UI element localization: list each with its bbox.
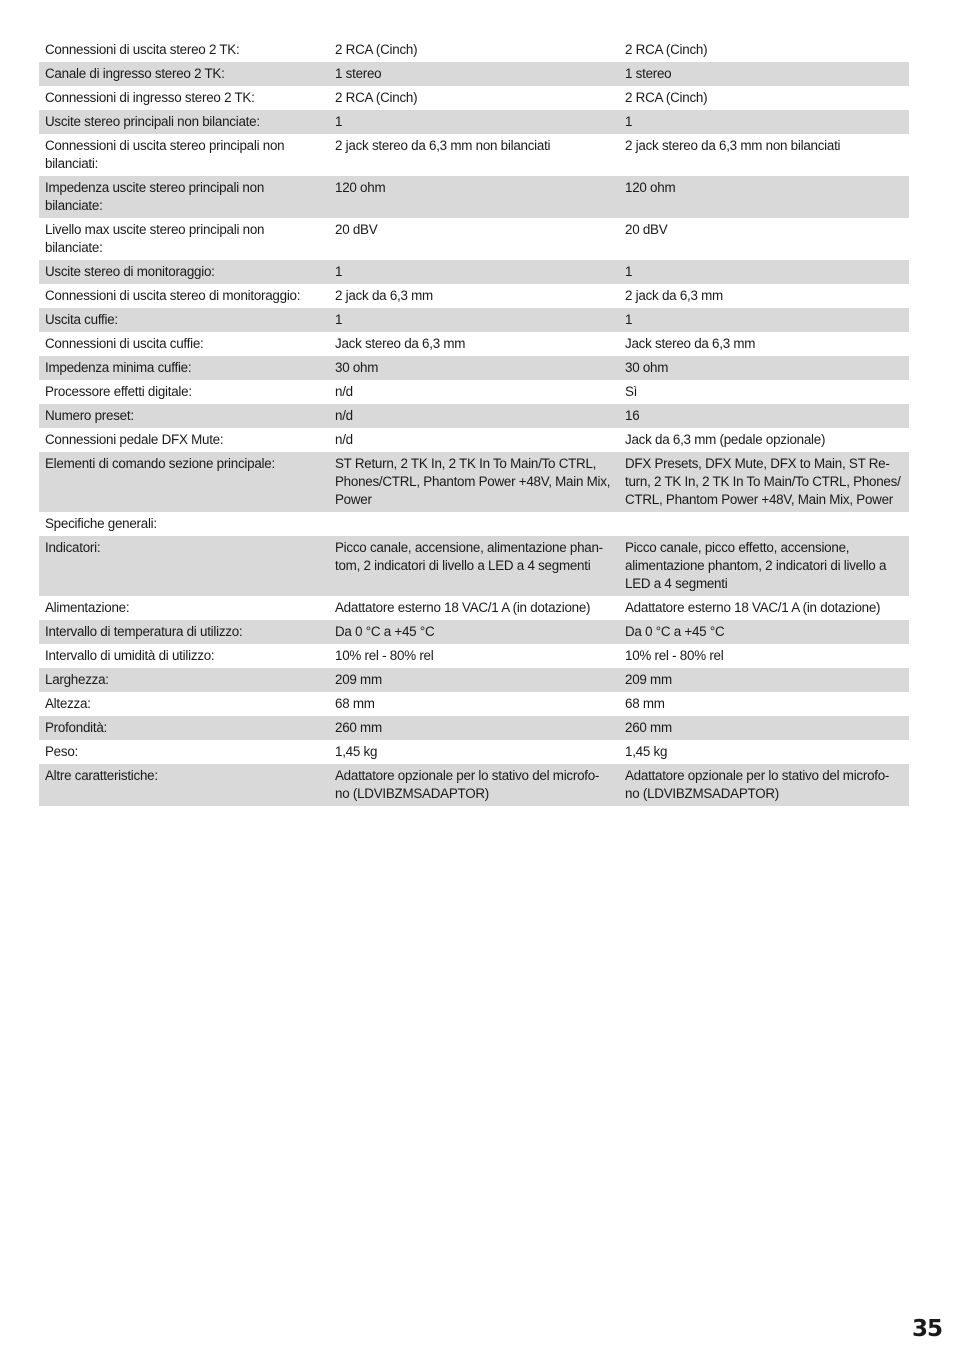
spec-label-cell: Livello max uscite stereo principali non bilanciate:	[45, 222, 265, 255]
spec-value-model-a: 20 dBV	[335, 222, 378, 237]
spec-label-cell: Impedenza uscite stereo principali non bilanciate:	[39, 176, 329, 218]
table-row	[39, 764, 909, 806]
spec-label-cell: Connessioni di uscita stereo di monitoraggio:	[45, 288, 301, 303]
spec-value-model-b: Picco canale, picco effetto, accensione, alimentazione phantom, 2 indicatori di livello a LED a 4 segmenti	[619, 536, 909, 596]
spec-label-cell: Intervallo di umidità di utilizzo:	[45, 648, 215, 663]
spec-label-cell: Connessioni di ingresso stereo 2 TK:	[45, 90, 255, 105]
spec-value-model-b: 2 jack da 6,3 mm	[625, 288, 723, 303]
spec-value-model-b: Sì	[625, 384, 638, 399]
table-row	[39, 308, 909, 332]
table-row	[39, 404, 909, 428]
table-row	[39, 284, 909, 308]
spec-value-model-b: Jack da 6,3 mm (pedale opzionale)	[625, 432, 826, 447]
spec-value-model-b: 2 jack stereo da 6,3 mm non bilanciati	[625, 138, 841, 153]
spec-value-model-a: 260 mm	[329, 716, 619, 740]
spec-value-model-a: 1	[329, 308, 619, 332]
table-row	[39, 218, 909, 260]
table-row	[39, 452, 909, 512]
spec-value-model-a: n/d	[335, 384, 353, 399]
spec-value-model-b: 1	[619, 260, 909, 284]
spec-value-model-a: 1	[329, 260, 619, 284]
spec-value-model-b: 260 mm	[619, 716, 909, 740]
spec-label-cell: Altezza:	[45, 696, 91, 711]
spec-value-model-a: 68 mm	[335, 696, 375, 711]
spec-value-model-a: 2 jack da 6,3 mm	[335, 288, 433, 303]
spec-value-model-b: 2 RCA (Cinch)	[625, 42, 708, 57]
spec-label-cell: Profondità:	[39, 716, 329, 740]
spec-value-model-a	[329, 512, 619, 536]
spec-value-model-a: 10% rel - 80% rel	[335, 648, 434, 663]
spec-label-cell: Altre caratteristiche:	[39, 764, 329, 806]
table-row	[39, 512, 909, 536]
spec-label-cell: Impedenza minima cuffie:	[39, 356, 329, 380]
spec-value-model-b	[619, 512, 909, 536]
table-row	[39, 134, 909, 176]
spec-value-model-b: 1	[619, 308, 909, 332]
spec-value-model-a: Jack stereo da 6,3 mm	[335, 336, 466, 351]
spec-value-model-b: 68 mm	[625, 696, 665, 711]
spec-label-cell: Connessioni di uscita stereo 2 TK:	[45, 42, 240, 57]
table-row	[39, 536, 909, 596]
spec-label-cell: Specifiche generali:	[45, 516, 157, 531]
table-row	[39, 332, 909, 356]
spec-label-cell: Intervallo di temperatura di utilizzo:	[39, 620, 329, 644]
spec-value-model-b: 1,45 kg	[625, 744, 668, 759]
table-row	[39, 596, 909, 620]
table-row	[39, 176, 909, 218]
spec-value-model-a: n/d	[329, 404, 619, 428]
spec-value-model-b: 120 ohm	[619, 176, 909, 218]
table-row	[39, 86, 909, 110]
spec-value-model-a: 1	[329, 110, 619, 134]
spec-table	[39, 38, 909, 806]
table-row	[39, 692, 909, 716]
spec-label-cell: Larghezza:	[39, 668, 329, 692]
spec-label-cell: Processore effetti digitale:	[45, 384, 192, 399]
spec-value-model-a: Adattatore esterno 18 VAC/1 A (in dotazione)	[335, 600, 591, 615]
table-row	[39, 740, 909, 764]
spec-value-model-a: Da 0 °C a +45 °C	[329, 620, 619, 644]
spec-label-cell: Numero preset:	[39, 404, 329, 428]
table-row	[39, 428, 909, 452]
spec-value-model-b: Adattatore opzionale per lo stativo del microfo-no (LDVIBZMSADAPTOR)	[619, 764, 909, 806]
spec-value-model-b: 209 mm	[619, 668, 909, 692]
spec-value-model-a: 209 mm	[329, 668, 619, 692]
spec-value-model-b: 10% rel - 80% rel	[625, 648, 724, 663]
spec-value-model-b: 2 RCA (Cinch)	[625, 90, 708, 105]
page-number: 35	[911, 1316, 942, 1342]
spec-value-model-b: Jack stereo da 6,3 mm	[625, 336, 756, 351]
table-row	[39, 620, 909, 644]
table-row	[39, 644, 909, 668]
spec-label-cell: Uscite stereo di monitoraggio:	[39, 260, 329, 284]
spec-label-cell: Uscite stereo principali non bilanciate:	[39, 110, 329, 134]
table-row	[39, 62, 909, 86]
spec-label-cell: Elementi di comando sezione principale:	[39, 452, 329, 512]
spec-value-model-b: 30 ohm	[619, 356, 909, 380]
spec-value-model-a: Picco canale, accensione, alimentazione phan-tom, 2 indicatori di livello a LED a 4 segmenti	[329, 536, 619, 596]
spec-value-model-a: 1 stereo	[329, 62, 619, 86]
spec-label-cell: Peso:	[45, 744, 78, 759]
spec-value-model-a: Adattatore opzionale per lo stativo del microfo-no (LDVIBZMSADAPTOR)	[329, 764, 619, 806]
spec-table-body	[39, 38, 909, 806]
table-row	[39, 716, 909, 740]
spec-label-cell: Uscita cuffie:	[39, 308, 329, 332]
spec-value-model-a: 120 ohm	[329, 176, 619, 218]
spec-label-cell: Alimentazione:	[45, 600, 130, 615]
spec-value-model-b: Adattatore esterno 18 VAC/1 A (in dotazione)	[625, 600, 881, 615]
table-row	[39, 260, 909, 284]
spec-value-model-a: n/d	[335, 432, 353, 447]
spec-value-model-a: 30 ohm	[329, 356, 619, 380]
table-row	[39, 668, 909, 692]
spec-value-model-b: Da 0 °C a +45 °C	[619, 620, 909, 644]
spec-value-model-b: 20 dBV	[625, 222, 668, 237]
spec-label-cell: Indicatori:	[39, 536, 329, 596]
spec-label-cell: Connessioni di uscita stereo principali non bilanciati:	[45, 138, 285, 171]
spec-label-cell: Canale di ingresso stereo 2 TK:	[39, 62, 329, 86]
spec-value-model-a: 1,45 kg	[335, 744, 378, 759]
spec-value-model-a: 2 RCA (Cinch)	[335, 90, 418, 105]
spec-value-model-b: 16	[619, 404, 909, 428]
spec-label-cell: Connessioni di uscita cuffie:	[45, 336, 204, 351]
table-row	[39, 38, 909, 62]
spec-value-model-b: 1	[619, 110, 909, 134]
table-row	[39, 380, 909, 404]
spec-value-model-a: ST Return, 2 TK In, 2 TK In To Main/To CTRL, Phones/CTRL, Phantom Power +48V, Main Mix, Power	[329, 452, 619, 512]
spec-value-model-a: 2 jack stereo da 6,3 mm non bilanciati	[335, 138, 551, 153]
spec-label-cell: Connessioni pedale DFX Mute:	[45, 432, 224, 447]
table-row	[39, 356, 909, 380]
table-row	[39, 110, 909, 134]
spec-value-model-b: DFX Presets, DFX Mute, DFX to Main, ST Re-turn, 2 TK In, 2 TK In To Main/To CTRL, Phones/ CTRL, Phantom Power +48V, Main Mix, Power	[619, 452, 909, 512]
spec-value-model-a: 2 RCA (Cinch)	[335, 42, 418, 57]
spec-value-model-b: 1 stereo	[619, 62, 909, 86]
